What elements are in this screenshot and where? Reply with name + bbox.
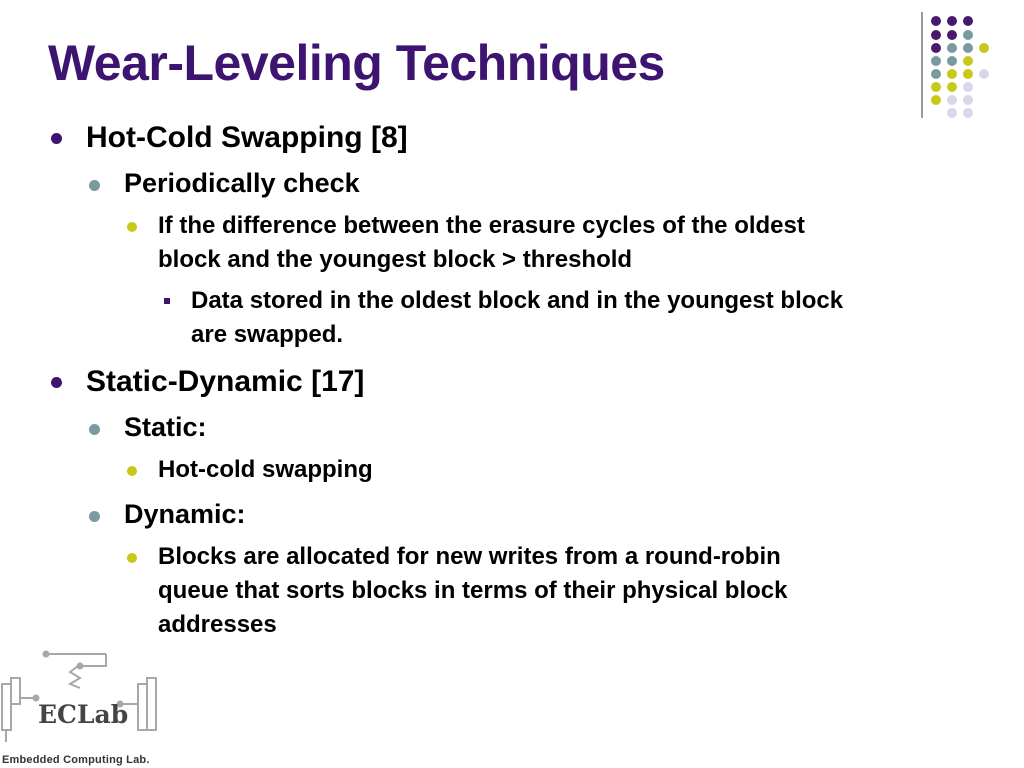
logo-name: ECLab — [38, 700, 129, 729]
dot — [963, 16, 973, 26]
bullet-level2-icon — [89, 424, 100, 435]
decorative-dot-grid — [924, 12, 1024, 122]
dot — [979, 69, 989, 79]
bullet-difference-line1: If the difference between the erasure cycles of the oldest — [158, 212, 805, 239]
dot — [931, 69, 941, 79]
dot — [931, 30, 941, 40]
dot — [979, 43, 989, 53]
dot — [931, 43, 941, 53]
dot — [963, 108, 973, 118]
dot — [947, 82, 957, 92]
bullet-swapped-line1: Data stored in the oldest block and in the youngest block — [191, 287, 844, 314]
dot — [947, 16, 957, 26]
bullet-level1-icon — [51, 377, 62, 388]
dot — [947, 56, 957, 66]
dot — [931, 82, 941, 92]
bullet-level3-icon — [127, 466, 137, 476]
bullet-hot-cold-swapping: Hot-Cold Swapping [8] — [86, 121, 408, 154]
bullet-hot-cold-swapping-sub: Hot-cold swapping — [158, 456, 373, 483]
bullet-periodically-check: Periodically check — [124, 168, 360, 198]
dot — [963, 30, 973, 40]
dot — [931, 16, 941, 26]
bullet-difference-line2: block and the youngest block > threshold — [158, 246, 633, 273]
dot — [963, 43, 973, 53]
dot — [963, 56, 973, 66]
dot — [931, 56, 941, 66]
bullet-level4-icon — [164, 298, 170, 304]
bullet-level3-icon — [127, 222, 137, 232]
bullet-round-robin-line1: Blocks are allocated for new writes from a round-robin — [158, 543, 781, 570]
bullet-swapped-line2: are swapped. — [191, 321, 344, 348]
dot — [963, 82, 973, 92]
bullet-round-robin-line3: addresses — [158, 611, 277, 638]
dot — [947, 95, 957, 105]
dot — [963, 95, 973, 105]
bullet-level3-icon — [127, 553, 137, 563]
dot — [947, 43, 957, 53]
logo-caption: Embedded Computing Lab. — [2, 754, 150, 766]
bullet-static: Static: — [124, 412, 207, 442]
bullet-level2-icon — [89, 180, 100, 191]
bullet-level1-icon — [51, 133, 62, 144]
dot — [931, 95, 941, 105]
divider-line — [921, 12, 923, 118]
bullet-static-dynamic: Static-Dynamic [17] — [86, 365, 365, 398]
dot — [947, 30, 957, 40]
dot — [963, 69, 973, 79]
bullet-dynamic: Dynamic: — [124, 499, 246, 529]
bullet-round-robin-line2: queue that sorts blocks in terms of their physical block — [158, 577, 788, 604]
dot — [947, 108, 957, 118]
page-title: Wear-Leveling Techniques — [48, 35, 665, 91]
dot — [947, 69, 957, 79]
bullet-level2-icon — [89, 511, 100, 522]
